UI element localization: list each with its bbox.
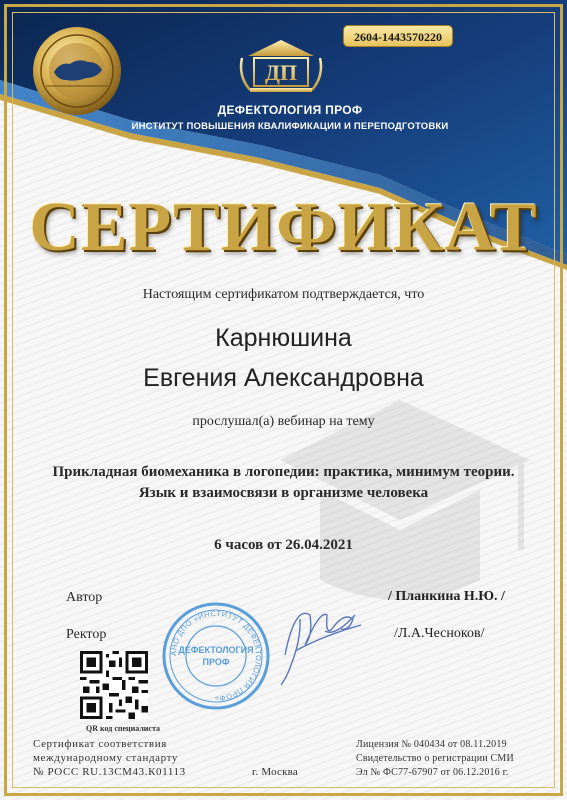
license-line-2: Свидетельство о регистрации СМИ <box>356 753 514 764</box>
certificate-title: СЕРТИФИКАТ <box>29 189 538 266</box>
qr-code[interactable] <box>80 651 148 719</box>
svg-text:АНО ДПО «ИНСТИТУТ ДЕФЕКТОЛОГИЯ <box>169 609 263 703</box>
city: г. Москва <box>252 766 299 778</box>
rector-label: Ректор <box>66 627 107 642</box>
license-line-1: Лицензия № 040434 от 08.11.2019 <box>356 739 507 750</box>
accreditation-seal-icon <box>32 26 122 116</box>
intro-text: Настоящим сертификатом подтверждается, что <box>142 287 425 302</box>
certificate-standard-line-2: международному стандарту <box>33 752 178 764</box>
institute-logo-icon <box>236 38 326 102</box>
attended-text: прослушал(а) вебинар на тему <box>192 414 375 429</box>
organization-name: ДЕФЕКТОЛОГИЯ ПРОФ <box>217 103 363 117</box>
rector-name: /Л.А.Чесноков/ <box>394 626 485 641</box>
recipient-surname: Карнюшина <box>215 324 352 352</box>
author-label: Автор <box>66 590 103 605</box>
logo-text: ДП <box>264 60 298 85</box>
rector-signature <box>265 585 375 695</box>
certificate-standard-number: № РОСС RU.13СМ43.К01113 <box>33 766 186 778</box>
svg-text:ПРОФ: ПРОФ <box>202 657 230 667</box>
course-hours: 6 часов от 26.04.2021 <box>214 537 353 553</box>
certificate-standard-line-1: Сертификат соответствия <box>33 738 167 750</box>
qr-caption: QR код специалиста <box>86 724 160 733</box>
webinar-topic: Прикладная биомеханика в логопедии: практика, минимум теории. Язык и взаимосвязи в организме человека <box>52 464 515 501</box>
institute-stamp <box>160 600 272 712</box>
organization-subtitle: ИНСТИТУТ ПОВЫШЕНИЯ КВАЛИФИКАЦИИ И ПЕРЕПОДГОТОВКИ <box>131 121 449 132</box>
svg-text:ДЕФЕКТОЛОГИЯ: ДЕФЕКТОЛОГИЯ <box>178 645 254 655</box>
license-line-3: Эл № ФС77-67907 от 06.12.2016 г. <box>356 767 509 778</box>
serial-number: 2604-1443570220 <box>343 25 453 47</box>
recipient-given-names: Евгения Александровна <box>143 364 424 392</box>
author-name: / Планкина Н.Ю. / <box>388 589 505 604</box>
stamp-text: АНО ДПО «ИНСТИТУТ ДЕФЕКТОЛОГИЯ ПРОФ» <box>168 608 264 704</box>
